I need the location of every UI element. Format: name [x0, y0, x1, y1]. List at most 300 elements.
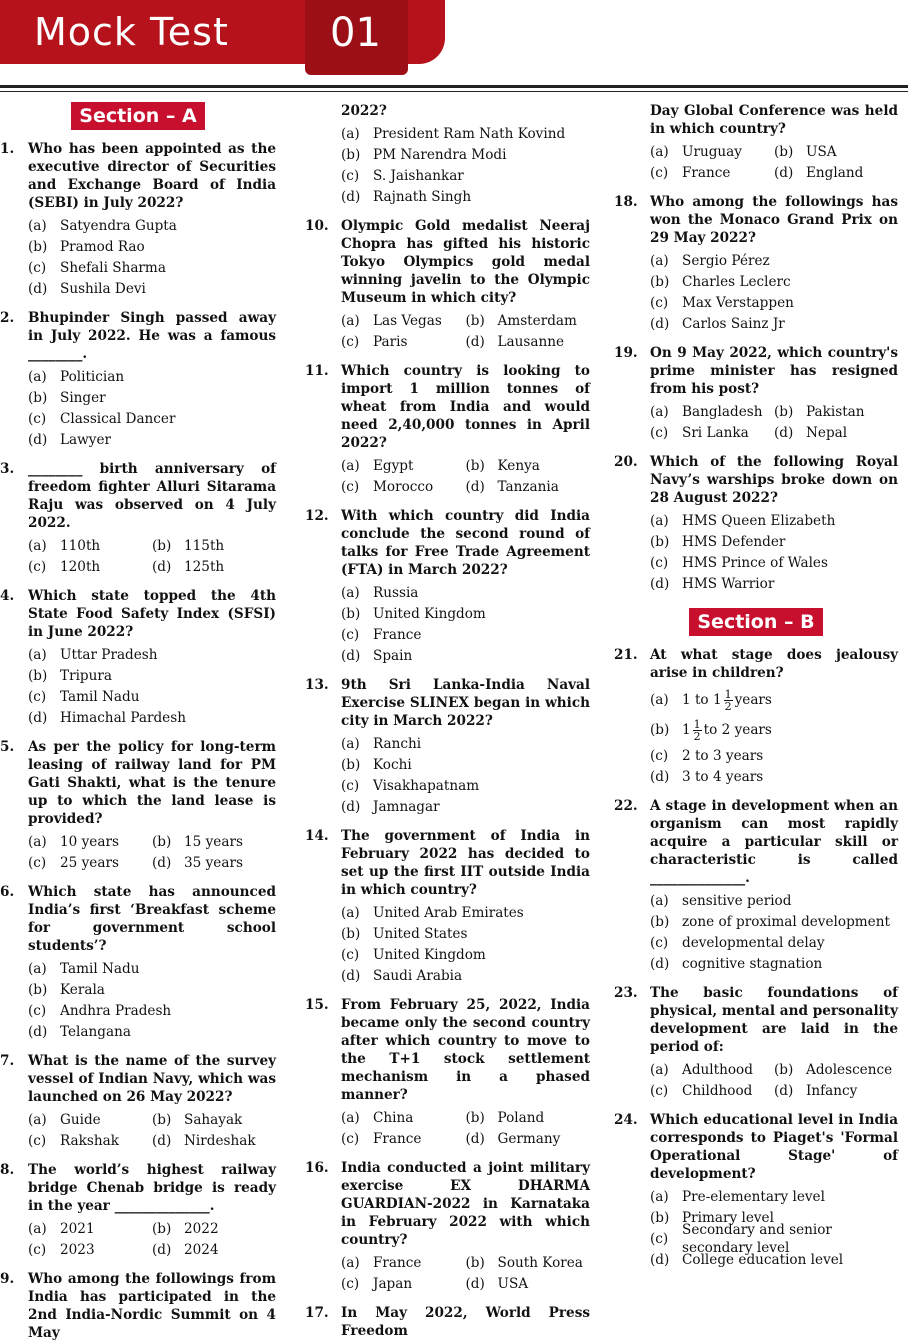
option-text: China: [373, 1109, 414, 1126]
option: [28, 537, 152, 555]
option-letter: (d): [341, 647, 361, 664]
option-letter: (b): [341, 925, 361, 942]
option-text: Guide: [60, 1111, 101, 1128]
option: [341, 754, 590, 775]
option-text: 2022: [184, 1220, 219, 1237]
question-options: [341, 455, 590, 497]
option-letter: (a): [28, 646, 47, 663]
option: [341, 775, 590, 796]
option-text: College education level: [682, 1251, 844, 1268]
option: [650, 1061, 774, 1079]
option-row: [650, 1080, 898, 1101]
option-text: England: [806, 164, 864, 181]
question: [0, 460, 276, 532]
question-number: 13.: [305, 677, 329, 693]
option-letter: (b): [28, 667, 48, 684]
option-text: Pakistan: [806, 403, 865, 420]
option-letter: (d): [28, 1023, 48, 1040]
option-letter: (d): [341, 967, 361, 984]
option-text: Uttar Pradesh: [60, 646, 158, 663]
option: [650, 271, 898, 292]
question-number: 1.: [0, 141, 15, 157]
option-letter: (d): [152, 1241, 172, 1258]
option-text: Rajnath Singh: [373, 188, 472, 205]
question: [614, 984, 898, 1056]
question-options: [28, 644, 276, 728]
option-text: cognitive stagnation: [682, 955, 823, 972]
option: [28, 686, 276, 707]
question-number: 21.: [614, 647, 638, 663]
option-text: Japan: [373, 1275, 413, 1292]
question-options: [650, 250, 898, 334]
option: [466, 457, 591, 475]
question-options: [650, 1059, 898, 1101]
question-number: 20.: [614, 454, 638, 470]
question: [305, 676, 590, 730]
question-text: In May 2022, World Press Freedom: [341, 1305, 590, 1339]
question-17-continued: Day Global Conference was held in which country?: [650, 103, 898, 137]
option-letter: (b): [341, 146, 361, 163]
option-letter: (c): [341, 333, 360, 350]
question-options: [650, 401, 898, 443]
question-number: 7.: [0, 1053, 15, 1069]
option: [650, 552, 898, 573]
option-text: Infancy: [806, 1082, 858, 1099]
option-text: 2021: [60, 1220, 95, 1237]
option-row: [650, 422, 898, 443]
option-text: Rakshak: [60, 1132, 119, 1149]
option-text: Pramod Rao: [60, 238, 145, 255]
option-row: [341, 310, 590, 331]
option-letter: (c): [650, 1082, 669, 1099]
option: [650, 424, 774, 442]
option-row: [28, 535, 276, 556]
option-text: 2023: [60, 1241, 95, 1258]
option-text: Secondary and senior secondary level: [682, 1221, 832, 1256]
option-letter: (d): [774, 164, 794, 181]
option-letter: (a): [650, 1061, 669, 1078]
question-number: 15.: [305, 997, 329, 1013]
option: [341, 123, 590, 144]
option-text-part: years: [734, 691, 772, 708]
option-row: [341, 1107, 590, 1128]
question: [614, 453, 898, 507]
option-text-part: 1 to 1: [682, 691, 722, 708]
option-row: [650, 1059, 898, 1080]
option-text: Childhood: [682, 1082, 753, 1099]
option-letter: (a): [28, 537, 47, 554]
option: [650, 164, 774, 182]
option: [650, 1082, 774, 1100]
option-text: Lausanne: [497, 333, 565, 350]
option: [28, 236, 276, 257]
option: [28, 1220, 152, 1238]
option-letter: (a): [650, 143, 669, 160]
option: [152, 1241, 276, 1259]
option-text: France: [373, 626, 422, 643]
question-number: 16.: [305, 1160, 329, 1176]
option-letter: (c): [341, 1130, 360, 1147]
question-number: 8.: [0, 1162, 15, 1178]
option-text: 3 to 4 years: [682, 768, 764, 785]
question: [0, 738, 276, 828]
option-text: 2 to 3 years: [682, 747, 764, 764]
question-number: 3.: [0, 461, 15, 477]
option: [774, 1061, 898, 1079]
option-letter: (b): [152, 1220, 172, 1237]
option-text: USA: [806, 143, 837, 160]
option-text: Satyendra Gupta: [60, 217, 177, 234]
option: [466, 1254, 591, 1272]
option-letter: (d): [465, 333, 485, 350]
option-letter: (d): [28, 280, 48, 297]
option-letter: (d): [650, 1251, 670, 1268]
option: [28, 429, 276, 450]
question-9-options: [341, 123, 590, 207]
option: [650, 313, 898, 334]
option-letter: (b): [465, 1109, 485, 1126]
option: [650, 250, 898, 271]
option-row: [341, 1252, 590, 1273]
option-letter: (b): [774, 1061, 794, 1078]
option: [650, 143, 774, 161]
question-text: The government of India in February 2022 has decided to set up the first IIT outside India in which country?: [341, 828, 590, 898]
option: [28, 387, 276, 408]
option: [466, 1109, 591, 1127]
option: [650, 1186, 898, 1207]
option-text: Tanzania: [497, 478, 559, 495]
option-letter: (c): [341, 478, 360, 495]
option: [341, 582, 590, 603]
option-letter: (a): [650, 892, 669, 909]
option-letter: (d): [465, 1275, 485, 1292]
option: [650, 911, 898, 932]
option: [152, 1220, 276, 1238]
option-text: Kerala: [60, 981, 105, 998]
option-text: [682, 719, 772, 742]
option-text: United States: [373, 925, 468, 942]
question-text: Who among the followings has won the Monaco Grand Prix on 29 May 2022?: [650, 194, 898, 246]
option-letter: (b): [465, 312, 485, 329]
question-number: 11.: [305, 363, 329, 379]
option-text: France: [682, 164, 731, 181]
option-text: Andhra Pradesh: [60, 1002, 172, 1019]
question-number: 6.: [0, 884, 15, 900]
option-text: developmental delay: [682, 934, 825, 951]
option: [341, 624, 590, 645]
question-number: 14.: [305, 828, 329, 844]
option-letter: (c): [28, 259, 47, 276]
option-letter: (c): [650, 164, 669, 181]
option-text: USA: [497, 1275, 529, 1292]
option: [466, 478, 591, 496]
option: [28, 558, 152, 576]
option-text: Primary level: [682, 1209, 774, 1226]
question: [614, 646, 898, 682]
option: [28, 1111, 152, 1129]
question-text: A stage in development when an organism can most rapidly acquire a particular skill or characteristic is called ______________.: [650, 798, 898, 886]
option: [28, 665, 276, 686]
question-number: 5.: [0, 739, 15, 755]
question-options: [341, 582, 590, 666]
option-letter: (c): [341, 167, 360, 184]
option-row: [650, 162, 898, 183]
question-text: Who has been appointed as the executive director of Securities and Exchange Board of India (SEBI) in July 2022?: [28, 141, 276, 211]
option-text: 35 years: [184, 854, 243, 871]
option-text: 25 years: [60, 854, 119, 871]
option-letter: (c): [650, 1230, 669, 1247]
option: [774, 424, 898, 442]
option-letter: (b): [774, 143, 794, 160]
option-row: [28, 556, 276, 577]
option-text: France: [373, 1130, 422, 1147]
option-text: Max Verstappen: [682, 294, 794, 311]
option: [650, 1221, 898, 1256]
option: [341, 944, 590, 965]
option-letter: (b): [650, 273, 670, 290]
question: [0, 1052, 276, 1106]
option-text: South Korea: [497, 1254, 583, 1271]
column-1: [0, 96, 276, 1342]
option: [650, 745, 898, 766]
option-text: 15 years: [184, 833, 243, 850]
question-options: [28, 831, 276, 873]
option: [466, 1275, 591, 1293]
option: [152, 1111, 276, 1129]
question-text: Which state has announced India’s first ‘Breakfast scheme for government school students’?: [28, 884, 276, 954]
option-letter: (c): [341, 626, 360, 643]
option-row: [650, 141, 898, 162]
option-row: [28, 1239, 276, 1260]
option: [650, 292, 898, 313]
question-text: Which state topped the 4th State Food Safety Index (SFSI) in June 2022?: [28, 588, 276, 640]
question-text: The world’s highest railway bridge Chenab bridge is ready in the year ______________.: [28, 1162, 276, 1214]
question-options: [28, 1218, 276, 1260]
option: [650, 531, 898, 552]
question-number: 18.: [614, 194, 638, 210]
option-letter: (c): [341, 1275, 360, 1292]
option-letter: (a): [650, 1188, 669, 1205]
option: [650, 510, 898, 531]
question-options: [341, 902, 590, 986]
option: [341, 923, 590, 944]
option-text: 110th: [60, 537, 101, 554]
option-text: Bangladesh: [682, 403, 763, 420]
question: [305, 996, 590, 1104]
option: [341, 186, 590, 207]
question: [305, 217, 590, 307]
option: [341, 333, 466, 351]
option-text: President Ram Nath Kovind: [373, 125, 566, 142]
option-letter: (c): [650, 747, 669, 764]
option: [28, 278, 276, 299]
option-row: [28, 831, 276, 852]
option-letter: (a): [28, 1111, 47, 1128]
option-text: Pre-elementary level: [682, 1188, 825, 1205]
option-letter: (a): [341, 1254, 360, 1271]
option-letter: (a): [28, 217, 47, 234]
option: [28, 257, 276, 278]
question: [0, 1270, 276, 1342]
test-number: 01: [330, 10, 381, 56]
question-options: [28, 366, 276, 450]
option-text: Carlos Sainz Jr: [682, 315, 785, 332]
option-text: Tripura: [60, 667, 112, 684]
option-row: [341, 455, 590, 476]
option: [152, 537, 276, 555]
option-letter: (a): [341, 904, 360, 921]
option-letter: (c): [650, 934, 669, 951]
option-text: sensitive period: [682, 892, 792, 909]
column-2: [305, 96, 590, 1340]
option-text: Shefali Sharma: [60, 259, 166, 276]
question-text: Which educational level in India corresponds to Piaget's 'Formal Operational Stage' of development?: [650, 1112, 898, 1182]
header-rule: [0, 85, 908, 88]
option: [28, 408, 276, 429]
question: [305, 1159, 590, 1249]
question-text: Which of the following Royal Navy’s warships broke down on 28 August 2022?: [650, 454, 898, 506]
option-text: Spain: [373, 647, 413, 664]
question: [0, 883, 276, 955]
option-letter: (d): [28, 431, 48, 448]
option-letter: (b): [28, 238, 48, 255]
question: [614, 1111, 898, 1183]
option-letter: (b): [152, 833, 172, 850]
option-letter: (d): [28, 709, 48, 726]
question: [305, 362, 590, 452]
question: [0, 309, 276, 363]
option-letter: (b): [341, 756, 361, 773]
option-letter: (d): [650, 768, 670, 785]
question-text: Who among the followings from India has participated in the 2nd India-Nordic Summit on 4 May: [28, 1271, 276, 1341]
question-number: 24.: [614, 1112, 638, 1128]
fraction-numerator: 1: [693, 717, 701, 731]
option-letter: (b): [465, 1254, 485, 1271]
question-options: [28, 958, 276, 1042]
option-letter: (a): [341, 457, 360, 474]
option-text: Adolescence: [806, 1061, 893, 1078]
option-letter: (b): [650, 913, 670, 930]
question-text: With which country did India conclude the second round of talks for Free Trade Agreement (FTA) in March 2022?: [341, 508, 590, 578]
option-text: Las Vegas: [373, 312, 442, 329]
option: [341, 457, 466, 475]
question: [0, 140, 276, 212]
question-options: [650, 1186, 898, 1270]
question-options: [341, 1252, 590, 1294]
option: [28, 366, 276, 387]
option-letter: (c): [341, 946, 360, 963]
option: [28, 1021, 276, 1042]
option-text: Classical Dancer: [60, 410, 176, 427]
column-3: [614, 96, 898, 1270]
option-letter: (b): [650, 722, 670, 738]
option-letter: (b): [650, 1209, 670, 1226]
option-text: United Arab Emirates: [373, 904, 524, 921]
option-letter: (a): [28, 960, 47, 977]
question-text: What is the name of the survey vessel of Indian Navy, which was launched on 26 May 2022?: [28, 1053, 276, 1105]
header-rule-thin: [0, 91, 908, 92]
question-text: As per the policy for long-term leasing of railway land for PM Gati Shakti, what is the tenure up to which the land lease is provided?: [28, 739, 276, 827]
option-letter: (c): [28, 558, 47, 575]
option-letter: (b): [650, 533, 670, 550]
option-letter: (a): [28, 833, 47, 850]
option-letter: (d): [465, 1130, 485, 1147]
option-letter: (a): [650, 252, 669, 269]
option: [774, 143, 898, 161]
option-text: S. Jaishankar: [373, 167, 464, 184]
option-row: [28, 852, 276, 873]
option-letter: (d): [152, 1132, 172, 1149]
option-letter: (a): [650, 692, 669, 708]
question-options: [650, 685, 898, 787]
option-letter: (b): [774, 403, 794, 420]
question-options: [28, 1109, 276, 1151]
option-text: Tamil Nadu: [60, 688, 140, 705]
option: [650, 715, 898, 745]
fraction: [724, 689, 733, 712]
option-letter: (c): [28, 1132, 47, 1149]
option-letter: (c): [650, 424, 669, 441]
option: [152, 558, 276, 576]
option-text: 125th: [184, 558, 225, 575]
question-options: [341, 733, 590, 817]
option-row: [650, 401, 898, 422]
option-row: [28, 1218, 276, 1239]
option-letter: (d): [650, 315, 670, 332]
question-text: ________ birth anniversary of freedom fighter Alluri Sitarama Raju was observed on 4 July 2022.: [28, 461, 276, 531]
option-text: Politician: [60, 368, 125, 385]
option-letter: (d): [152, 558, 172, 575]
option-letter: (d): [774, 1082, 794, 1099]
option: [341, 645, 590, 666]
option-text: Nirdeshak: [184, 1132, 256, 1149]
question-number: 19.: [614, 345, 638, 361]
header-banner: [0, 0, 445, 78]
option-text: Amsterdam: [497, 312, 577, 329]
question-number: 23.: [614, 985, 638, 1001]
option-text: Visakhapatnam: [373, 777, 480, 794]
option: [341, 312, 466, 330]
question-text: Olympic Gold medalist Neeraj Chopra has gifted his historic Tokyo Olympics gold medal winning javelin to the Olympic Museum in which city?: [341, 218, 590, 306]
option-letter: (d): [465, 478, 485, 495]
option: [650, 953, 898, 974]
option-text: Egypt: [373, 457, 414, 474]
question-text: At what stage does jealousy arise in children?: [650, 647, 898, 681]
option-row: [28, 1130, 276, 1151]
option: [28, 979, 276, 1000]
option: [341, 144, 590, 165]
option-letter: (b): [341, 605, 361, 622]
option-text-part: 1: [682, 721, 691, 738]
question-text: 9th Sri Lanka-India Naval Exercise SLINEX began in which city in March 2022?: [341, 677, 590, 729]
question-9-continued: 2022?: [341, 103, 387, 119]
option-letter: (c): [650, 294, 669, 311]
option-letter: (c): [341, 777, 360, 794]
option-text: Saudi Arabia: [373, 967, 463, 984]
option-letter: (b): [28, 981, 48, 998]
option: [28, 707, 276, 728]
option: [28, 833, 152, 851]
option-text: Sushila Devi: [60, 280, 146, 297]
question-text: On 9 May 2022, which country's prime minister has resigned from his post?: [650, 345, 898, 397]
option: [774, 403, 898, 421]
question: [614, 193, 898, 247]
option-letter: (a): [341, 584, 360, 601]
option-text: Adulthood: [682, 1061, 753, 1078]
page-title: Mock Test: [34, 10, 229, 54]
option: [341, 902, 590, 923]
question: [305, 827, 590, 899]
